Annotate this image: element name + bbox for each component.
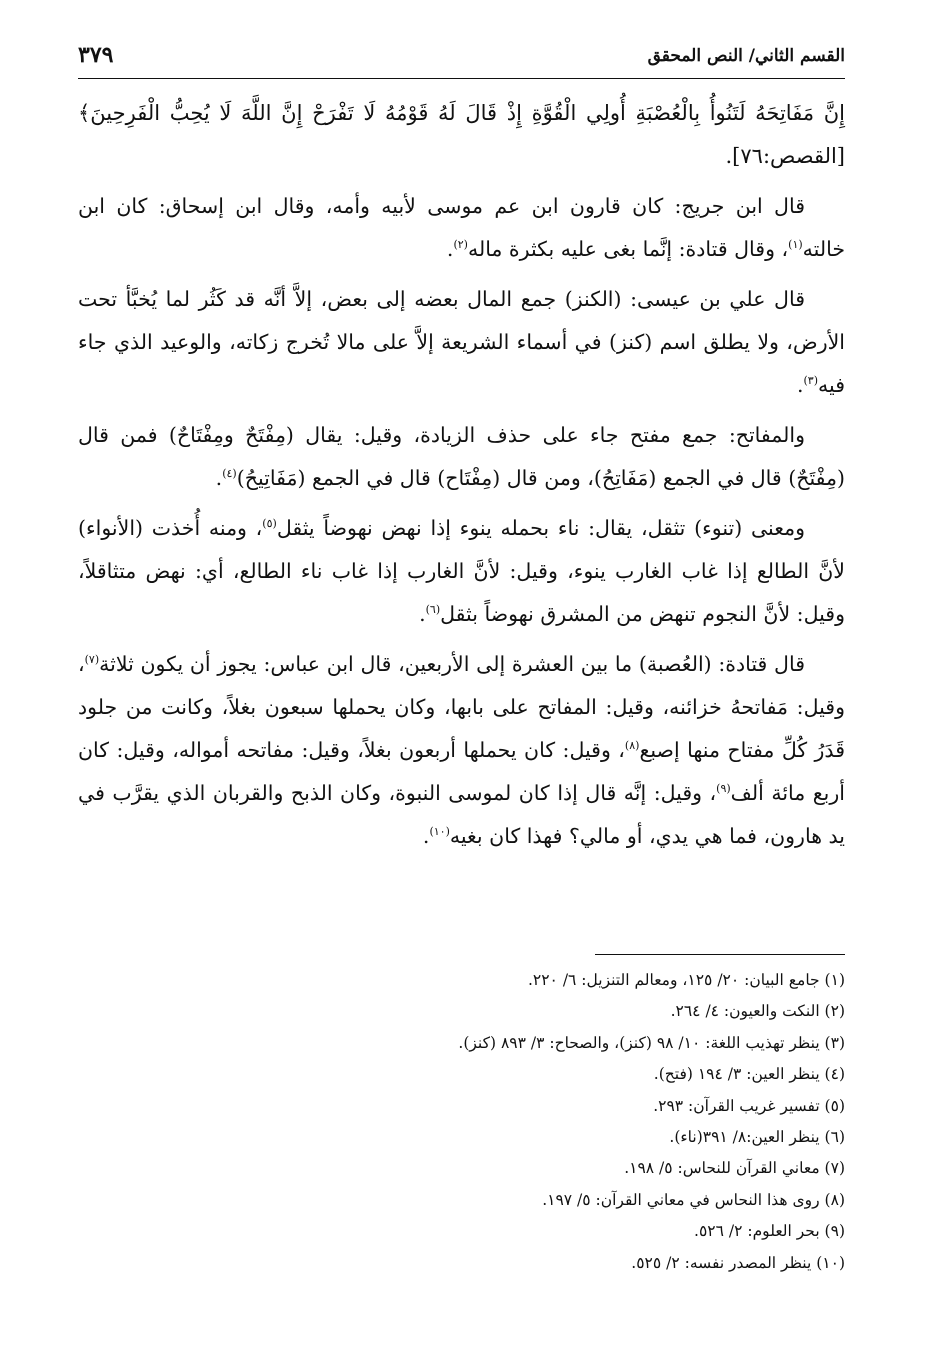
- footnote-ref-2: (٢): [453, 238, 468, 252]
- quran-verse: [78, 92, 845, 178]
- footnote-4: (٤) ينظر العين: ٣/ ١٩٤ (فتح).: [653, 1065, 845, 1084]
- main-text: [78, 92, 845, 865]
- footnote-5: (٥) تفسير غريب القرآن: ٢٩٣.: [653, 1096, 845, 1115]
- paragraph-5-text: قال قتادة: (العُصبة) ما بين العشرة إلى الأربعين، قال ابن عباس: يجوز أن يكون ثلاثة: [99, 652, 805, 676]
- footnote-ref-9: (٩): [716, 782, 731, 796]
- footnote-ref-6: (٦): [425, 603, 441, 617]
- footnote-3: (٣) ينظر تهذيب اللغة: ١٠/ ٩٨ (كنز)، والصحاح: ٣/ ٨٩٣ (كنز).: [458, 1033, 845, 1052]
- paragraph-5-end: .: [422, 824, 430, 848]
- footnote-7: (٧) معاني القرآن للنحاس: ٥/ ١٩٨.: [624, 1159, 845, 1178]
- footnote-ref-8: (٨): [624, 739, 640, 753]
- paragraph-5-text-cont-1: ، وقيل: مَفاتحهُ خزائنه، وقيل: المفاتح على بابها، وكان يحملها سبعون بغلاً، وكانت من جلود قَدَرُ كُلِّ مفتاح منها إصبع: [78, 652, 845, 762]
- paragraph-1-text: قال ابن جريج: كان قارون ابن عم موسى لأبيه وأمه، وقال ابن إسحاق: كان ابن خالته: [78, 194, 845, 261]
- paragraph-1-text-cont: ، وقال قتادة: إنَّما بغى عليه بكثرة ماله: [467, 237, 789, 261]
- paragraph-1: [78, 185, 845, 271]
- paragraph-2-end: .: [796, 373, 804, 397]
- header-rule: [78, 78, 845, 79]
- footnote-9: (٩) بحر العلوم: ٢/ ٥٢٦.: [694, 1222, 845, 1241]
- running-title: القسم الثاني/ النص المحقق: [647, 46, 845, 66]
- page-number: ٣٧٩: [78, 42, 114, 68]
- paragraph-5-text-cont-3: ، وقيل: إنَّه قال إذا كان لموسى النبوة، وكان الذبح والقربان الذي يقرَّب في يد هارون، فما هي يدي، أو مالي؟ فهذا كان بغيه: [78, 781, 845, 848]
- footnote-8: (٨) روى هذا النحاس في معاني القرآن: ٥/ ١٩٧.: [542, 1190, 845, 1209]
- paragraph-1-end: .: [446, 237, 454, 261]
- paragraph-3-end: .: [215, 466, 223, 490]
- verse-text: إِنَّ مَفَاتِحَهُ لَتَنُوأُ بِالْعُصْبَةِ أُولِي الْقُوَّةِ إِذْ قَالَ لَهُ قَوْمُهُ لَا تَفْرَحْ إِنَّ اللَّهَ لَا يُحِبُّ الْفَرِحِينَ﴾ [القصص:٧٦].: [78, 101, 845, 168]
- paragraph-2: [78, 278, 845, 407]
- page-header: [78, 40, 845, 80]
- footnote-separator: [595, 954, 845, 955]
- paragraph-3-text: والمفاتح: جمع مفتح جاء على حذف الزيادة، وقيل: يقال (مِفْتَحٌ ومِفْتَاحٌ) فمن قال (مِفْتَحٌ) قال في الجمع (مَفَاتِحُ)، ومن قال (مِفْتَاح) قال في الجمع (مَفَاتِيحُ): [78, 423, 845, 490]
- paragraph-3: [78, 414, 845, 500]
- paragraph-4-end: .: [419, 602, 426, 626]
- footnote-2: (٢) النكت والعيون: ٤/ ٢٦٤.: [670, 1002, 845, 1021]
- paragraph-5-text-cont-2: ، وقيل: كان يحملها أربعون بغلاً، وقيل: مفاتحه أمواله، وقيل: كان أربع مائة ألف: [78, 738, 845, 805]
- footnote-ref-1: (١): [788, 238, 803, 252]
- paragraph-2-text: قال علي بن عيسى: (الكنز) جمع المال بعضه إلى بعض، إلاَّ أنَّه قد كَثُر لما يُخبَّأ تحت الأرض، ولا يطلق اسم (كنز) في أسماء الشريعة إلاَّ على مالا تُخرج زكاته، والوعيد الذي جاء فيه: [78, 287, 845, 397]
- footnote-10: (١٠) ينظر المصدر نفسه: ٢/ ٥٢٥.: [631, 1253, 845, 1272]
- paragraph-4-text-cont: ، ومنه أُخذت (الأنواء) لأنَّ الطالع إذا غاب الغارب ينوء، وقيل: لأنَّ الغارب إذا غاب ناء الطالع، أي: نهض متثاقلاً، وقيل: لأنَّ النجوم تنهض من المشرق نهوضاً بثقل: [78, 516, 845, 626]
- footnote-ref-4: (٤): [222, 467, 237, 481]
- footnote-6: (٦) ينظر العين:٨/ ٣٩١(ناء).: [669, 1128, 845, 1147]
- paragraph-5: [78, 643, 845, 858]
- paragraph-4: [78, 507, 845, 636]
- paragraph-4-text: ومعنى (تنوء) تثقل، يقال: ناء بحمله ينوء إذا نهض نهوضاً يثقل: [276, 516, 805, 540]
- footnote-ref-7: (٧): [84, 653, 100, 667]
- footnote-ref-3: (٣): [803, 374, 819, 388]
- footnote-ref-10: (١٠): [429, 825, 450, 839]
- footnote-1: (١) جامع البيان: ٢٠/ ١٢٥، ومعالم التنزيل: ٦/ ٢٢٠.: [527, 971, 845, 989]
- footnotes: [78, 965, 845, 1279]
- footnote-ref-5: (٥): [262, 517, 277, 531]
